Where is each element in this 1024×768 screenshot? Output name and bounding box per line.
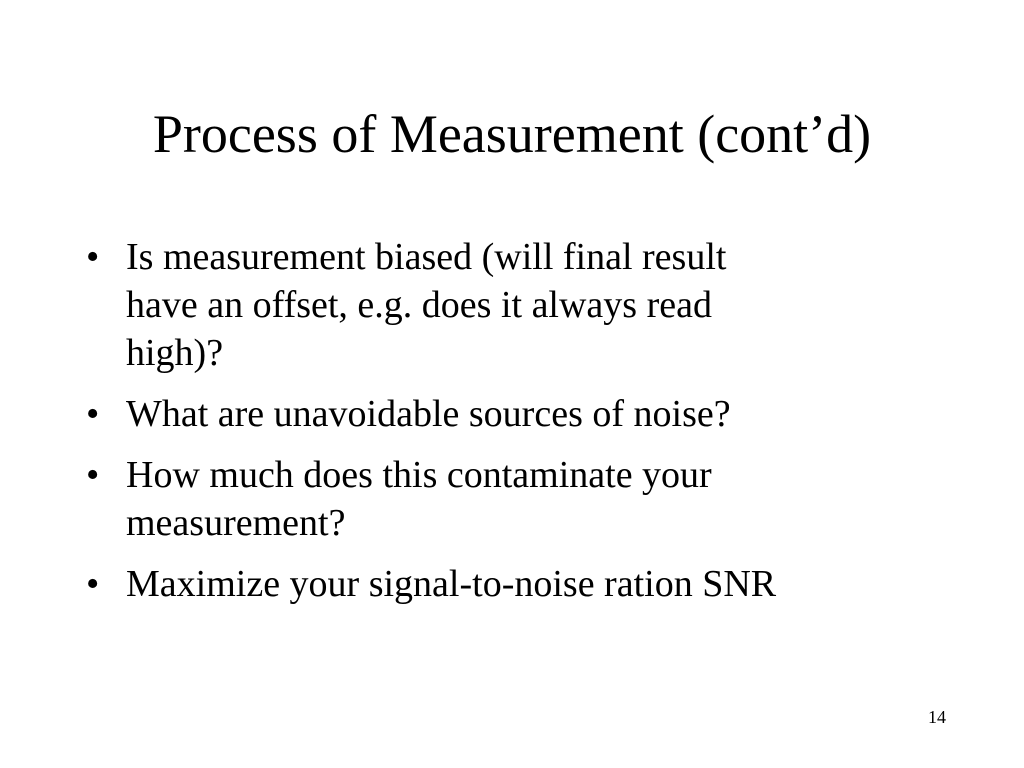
- bullet-line: high)?: [126, 332, 224, 374]
- bullet-line: How much does this contaminate your: [126, 454, 712, 496]
- bullet-line: Is measurement biased (will final result: [126, 236, 727, 278]
- bullet-item: [86, 451, 936, 547]
- bullet-line: Maximize your signal-to-noise ration SNR: [126, 563, 777, 605]
- bullet-item: [86, 560, 936, 608]
- bullet-line: have an offset, e.g. does it always read: [126, 284, 712, 326]
- bullet-line: What are unavoidable sources of noise?: [126, 393, 731, 435]
- bullet-list: [86, 233, 936, 621]
- bullet-dot: •: [86, 454, 100, 496]
- bullet-dot: •: [86, 236, 100, 278]
- slide-title: Process of Measurement (cont’d): [152, 104, 872, 164]
- bullet-dot: •: [86, 563, 100, 605]
- slide-number: 14: [928, 707, 946, 727]
- bullet-dot: •: [86, 393, 100, 435]
- bullet-line: measurement?: [126, 502, 346, 544]
- bullet-item: [86, 390, 936, 438]
- bullet-item: [86, 233, 936, 377]
